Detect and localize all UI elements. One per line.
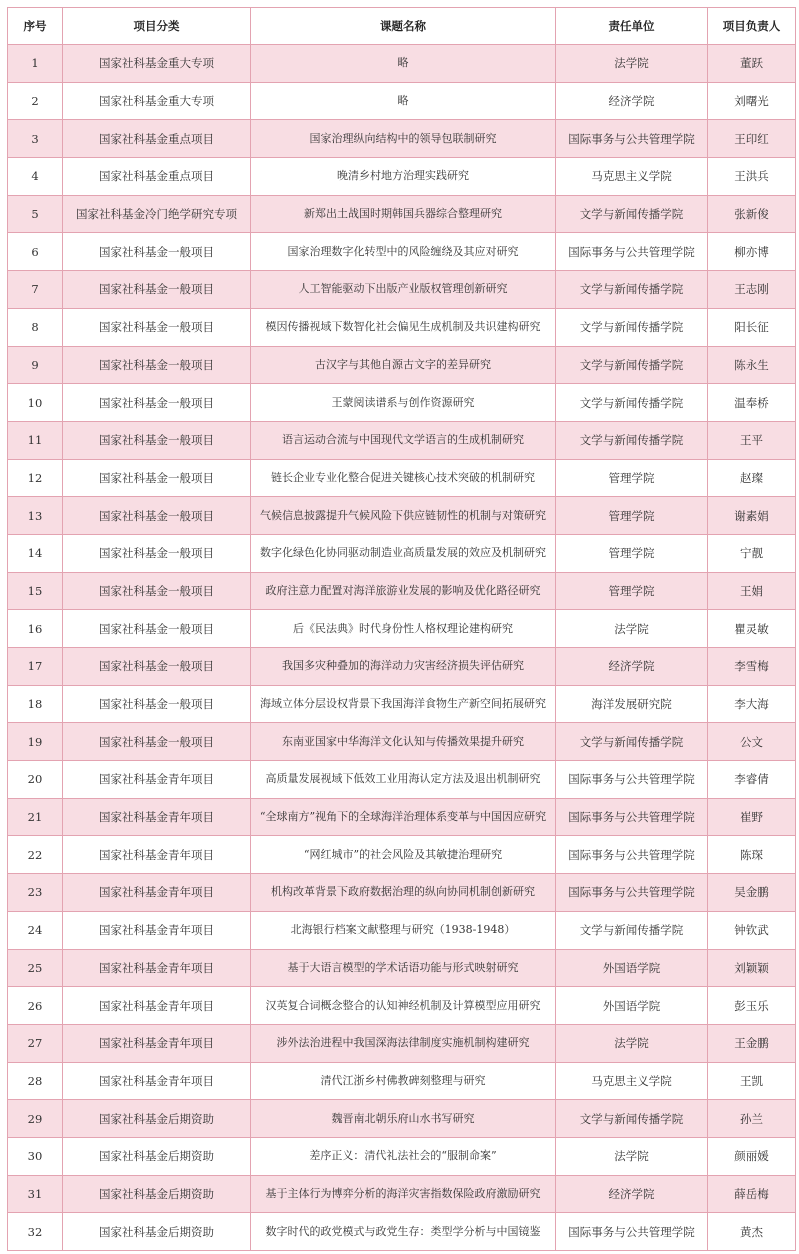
cell-serial-number: 9 xyxy=(8,346,63,384)
cell-responsible-unit: 马克思主义学院 xyxy=(556,158,708,196)
cell-topic-name: 新郑出土战国时期韩国兵器综合整理研究 xyxy=(251,195,556,233)
cell-topic-name: 模因传播视域下数智化社会偏见生成机制及共识建构研究 xyxy=(251,308,556,346)
table-row xyxy=(8,384,796,422)
cell-project-category: 国家社科基金一般项目 xyxy=(63,685,251,723)
cell-project-leader: 温奉桥 xyxy=(708,384,796,422)
cell-serial-number: 13 xyxy=(8,497,63,535)
cell-responsible-unit: 文学与新闻传播学院 xyxy=(556,308,708,346)
table-row xyxy=(8,798,796,836)
cell-serial-number: 14 xyxy=(8,534,63,572)
cell-project-leader: 刘颖颖 xyxy=(708,949,796,987)
cell-project-leader: 陈琛 xyxy=(708,836,796,874)
table-row xyxy=(8,271,796,309)
table-row xyxy=(8,761,796,799)
cell-serial-number: 32 xyxy=(8,1213,63,1251)
table-row xyxy=(8,308,796,346)
table-row xyxy=(8,987,796,1025)
cell-project-category: 国家社科基金一般项目 xyxy=(63,534,251,572)
cell-project-category: 国家社科基金青年项目 xyxy=(63,987,251,1025)
table-row xyxy=(8,836,796,874)
cell-serial-number: 27 xyxy=(8,1024,63,1062)
table-row xyxy=(8,421,796,459)
cell-serial-number: 5 xyxy=(8,195,63,233)
cell-project-leader: 颜丽媛 xyxy=(708,1137,796,1175)
cell-project-category: 国家社科基金一般项目 xyxy=(63,346,251,384)
cell-topic-name: 国家治理数字化转型中的风险缠绕及其应对研究 xyxy=(251,233,556,271)
cell-responsible-unit: 管理学院 xyxy=(556,534,708,572)
cell-project-category: 国家社科基金后期资助 xyxy=(63,1175,251,1213)
cell-responsible-unit: 文学与新闻传播学院 xyxy=(556,346,708,384)
cell-topic-name: 数字时代的政党模式与政党生存：类型学分析与中国镜鉴 xyxy=(251,1213,556,1251)
cell-responsible-unit: 国际事务与公共管理学院 xyxy=(556,1213,708,1251)
cell-project-leader: 公文 xyxy=(708,723,796,761)
cell-serial-number: 7 xyxy=(8,271,63,309)
cell-responsible-unit: 国际事务与公共管理学院 xyxy=(556,761,708,799)
cell-project-category: 国家社科基金一般项目 xyxy=(63,233,251,271)
table-row xyxy=(8,648,796,686)
cell-responsible-unit: 国际事务与公共管理学院 xyxy=(556,874,708,912)
cell-responsible-unit: 经济学院 xyxy=(556,82,708,120)
cell-project-leader: 赵璨 xyxy=(708,459,796,497)
cell-topic-name: 北海银行档案文献整理与研究（1938-1948） xyxy=(251,911,556,949)
cell-responsible-unit: 国际事务与公共管理学院 xyxy=(556,798,708,836)
cell-serial-number: 11 xyxy=(8,421,63,459)
cell-topic-name: 人工智能驱动下出版产业版权管理创新研究 xyxy=(251,271,556,309)
cell-project-leader: 宁靓 xyxy=(708,534,796,572)
cell-project-leader: 黄杰 xyxy=(708,1213,796,1251)
table-row xyxy=(8,534,796,572)
cell-responsible-unit: 文学与新闻传播学院 xyxy=(556,271,708,309)
cell-serial-number: 6 xyxy=(8,233,63,271)
table-body xyxy=(8,45,796,1251)
table-row xyxy=(8,45,796,83)
cell-responsible-unit: 文学与新闻传播学院 xyxy=(556,384,708,422)
table-row xyxy=(8,1100,796,1138)
cell-topic-name: 基于主体行为博弈分析的海洋灾害指数保险政府激励研究 xyxy=(251,1175,556,1213)
table-row xyxy=(8,497,796,535)
cell-project-category: 国家社科基金青年项目 xyxy=(63,836,251,874)
cell-serial-number: 16 xyxy=(8,610,63,648)
cell-topic-name: 链长企业专业化整合促进关键核心技术突破的机制研究 xyxy=(251,459,556,497)
cell-serial-number: 15 xyxy=(8,572,63,610)
cell-project-category: 国家社科基金青年项目 xyxy=(63,1024,251,1062)
cell-project-leader: 王洪兵 xyxy=(708,158,796,196)
table-row xyxy=(8,82,796,120)
cell-topic-name: 我国多灾种叠加的海洋动力灾害经济损失评估研究 xyxy=(251,648,556,686)
cell-project-leader: 李大海 xyxy=(708,685,796,723)
cell-responsible-unit: 国际事务与公共管理学院 xyxy=(556,836,708,874)
cell-responsible-unit: 文学与新闻传播学院 xyxy=(556,195,708,233)
cell-serial-number: 18 xyxy=(8,685,63,723)
header-project-leader: 项目负责人 xyxy=(708,8,796,45)
cell-project-category: 国家社科基金一般项目 xyxy=(63,572,251,610)
cell-serial-number: 12 xyxy=(8,459,63,497)
cell-responsible-unit: 经济学院 xyxy=(556,648,708,686)
cell-topic-name: 机构改革背景下政府数据治理的纵向协同机制创新研究 xyxy=(251,874,556,912)
cell-project-leader: 刘曙光 xyxy=(708,82,796,120)
cell-responsible-unit: 国际事务与公共管理学院 xyxy=(556,233,708,271)
table-row xyxy=(8,1175,796,1213)
table-row xyxy=(8,1213,796,1251)
cell-topic-name: 清代江浙乡村佛教碑刻整理与研究 xyxy=(251,1062,556,1100)
cell-serial-number: 30 xyxy=(8,1137,63,1175)
table-row xyxy=(8,572,796,610)
cell-serial-number: 25 xyxy=(8,949,63,987)
cell-topic-name: “网红城市”的社会风险及其敏捷治理研究 xyxy=(251,836,556,874)
table-row xyxy=(8,346,796,384)
header-project-category: 项目分类 xyxy=(63,8,251,45)
cell-topic-name: 略 xyxy=(251,82,556,120)
cell-serial-number: 26 xyxy=(8,987,63,1025)
cell-project-leader: 董跃 xyxy=(708,45,796,83)
table-row xyxy=(8,195,796,233)
cell-responsible-unit: 文学与新闻传播学院 xyxy=(556,421,708,459)
table-row xyxy=(8,874,796,912)
table-row xyxy=(8,120,796,158)
cell-project-category: 国家社科基金青年项目 xyxy=(63,949,251,987)
cell-responsible-unit: 法学院 xyxy=(556,610,708,648)
cell-project-leader: 李雪梅 xyxy=(708,648,796,686)
cell-project-category: 国家社科基金后期资助 xyxy=(63,1213,251,1251)
cell-responsible-unit: 外国语学院 xyxy=(556,949,708,987)
cell-project-category: 国家社科基金一般项目 xyxy=(63,271,251,309)
cell-project-category: 国家社科基金重点项目 xyxy=(63,120,251,158)
cell-serial-number: 20 xyxy=(8,761,63,799)
cell-serial-number: 3 xyxy=(8,120,63,158)
cell-topic-name: 高质量发展视域下低效工业用海认定方法及退出机制研究 xyxy=(251,761,556,799)
cell-serial-number: 17 xyxy=(8,648,63,686)
cell-topic-name: 晚清乡村地方治理实践研究 xyxy=(251,158,556,196)
cell-responsible-unit: 马克思主义学院 xyxy=(556,1062,708,1100)
cell-project-leader: 吴金鹏 xyxy=(708,874,796,912)
cell-project-category: 国家社科基金一般项目 xyxy=(63,384,251,422)
cell-project-category: 国家社科基金一般项目 xyxy=(63,610,251,648)
cell-topic-name: 东南亚国家中华海洋文化认知与传播效果提升研究 xyxy=(251,723,556,761)
cell-responsible-unit: 管理学院 xyxy=(556,497,708,535)
project-table xyxy=(7,7,796,1251)
cell-project-leader: 王金鹏 xyxy=(708,1024,796,1062)
table-row xyxy=(8,158,796,196)
cell-serial-number: 19 xyxy=(8,723,63,761)
cell-project-category: 国家社科基金后期资助 xyxy=(63,1100,251,1138)
cell-serial-number: 28 xyxy=(8,1062,63,1100)
cell-topic-name: 略 xyxy=(251,45,556,83)
cell-project-category: 国家社科基金重点项目 xyxy=(63,158,251,196)
cell-project-category: 国家社科基金重大专项 xyxy=(63,82,251,120)
table-header xyxy=(8,8,796,45)
cell-responsible-unit: 法学院 xyxy=(556,1024,708,1062)
table-row xyxy=(8,1137,796,1175)
cell-project-leader: 薛岳梅 xyxy=(708,1175,796,1213)
cell-topic-name: 数字化绿色化协同驱动制造业高质量发展的效应及机制研究 xyxy=(251,534,556,572)
cell-project-category: 国家社科基金一般项目 xyxy=(63,421,251,459)
header-serial-number: 序号 xyxy=(8,8,63,45)
cell-topic-name: 魏晋南北朝乐府山水书写研究 xyxy=(251,1100,556,1138)
cell-responsible-unit: 外国语学院 xyxy=(556,987,708,1025)
header-responsible-unit: 责任单位 xyxy=(556,8,708,45)
cell-serial-number: 31 xyxy=(8,1175,63,1213)
cell-project-category: 国家社科基金青年项目 xyxy=(63,1062,251,1100)
cell-project-leader: 彭玉乐 xyxy=(708,987,796,1025)
table-row xyxy=(8,459,796,497)
header-topic-name: 课题名称 xyxy=(251,8,556,45)
table-row xyxy=(8,949,796,987)
cell-project-category: 国家社科基金一般项目 xyxy=(63,497,251,535)
cell-serial-number: 29 xyxy=(8,1100,63,1138)
cell-project-category: 国家社科基金一般项目 xyxy=(63,648,251,686)
cell-project-leader: 王娟 xyxy=(708,572,796,610)
cell-topic-name: 气候信息披露提升气候风险下供应链韧性的机制与对策研究 xyxy=(251,497,556,535)
cell-topic-name: 汉英复合词概念整合的认知神经机制及计算模型应用研究 xyxy=(251,987,556,1025)
cell-project-leader: 瞿灵敏 xyxy=(708,610,796,648)
cell-topic-name: 古汉字与其他自源古文字的差异研究 xyxy=(251,346,556,384)
cell-project-category: 国家社科基金青年项目 xyxy=(63,874,251,912)
cell-project-leader: 王平 xyxy=(708,421,796,459)
cell-project-category: 国家社科基金青年项目 xyxy=(63,761,251,799)
header-row xyxy=(8,8,796,45)
cell-project-leader: 谢素娟 xyxy=(708,497,796,535)
cell-serial-number: 10 xyxy=(8,384,63,422)
cell-project-leader: 王印红 xyxy=(708,120,796,158)
cell-project-category: 国家社科基金青年项目 xyxy=(63,798,251,836)
cell-project-leader: 李睿倩 xyxy=(708,761,796,799)
cell-topic-name: 王蒙阅读谱系与创作资源研究 xyxy=(251,384,556,422)
cell-serial-number: 4 xyxy=(8,158,63,196)
cell-project-leader: 柳亦博 xyxy=(708,233,796,271)
cell-project-leader: 崔野 xyxy=(708,798,796,836)
table-row xyxy=(8,610,796,648)
cell-responsible-unit: 法学院 xyxy=(556,1137,708,1175)
cell-serial-number: 21 xyxy=(8,798,63,836)
cell-project-category: 国家社科基金青年项目 xyxy=(63,911,251,949)
table-row xyxy=(8,1062,796,1100)
cell-project-leader: 王志刚 xyxy=(708,271,796,309)
cell-topic-name: 语言运动合流与中国现代文学语言的生成机制研究 xyxy=(251,421,556,459)
cell-responsible-unit: 经济学院 xyxy=(556,1175,708,1213)
cell-topic-name: 海域立体分层设权背景下我国海洋食物生产新空间拓展研究 xyxy=(251,685,556,723)
table-row xyxy=(8,723,796,761)
cell-topic-name: 基于大语言模型的学术话语功能与形式映射研究 xyxy=(251,949,556,987)
cell-responsible-unit: 管理学院 xyxy=(556,459,708,497)
cell-serial-number: 22 xyxy=(8,836,63,874)
cell-responsible-unit: 国际事务与公共管理学院 xyxy=(556,120,708,158)
cell-topic-name: “全球南方”视角下的全球海洋治理体系变革与中国因应研究 xyxy=(251,798,556,836)
cell-topic-name: 后《民法典》时代身份性人格权理论建构研究 xyxy=(251,610,556,648)
cell-project-leader: 王凯 xyxy=(708,1062,796,1100)
cell-responsible-unit: 文学与新闻传播学院 xyxy=(556,723,708,761)
cell-responsible-unit: 文学与新闻传播学院 xyxy=(556,1100,708,1138)
cell-project-leader: 阳长征 xyxy=(708,308,796,346)
cell-project-leader: 陈永生 xyxy=(708,346,796,384)
cell-serial-number: 1 xyxy=(8,45,63,83)
cell-project-category: 国家社科基金一般项目 xyxy=(63,723,251,761)
cell-project-leader: 张新俊 xyxy=(708,195,796,233)
cell-topic-name: 政府注意力配置对海洋旅游业发展的影响及优化路径研究 xyxy=(251,572,556,610)
table-row xyxy=(8,233,796,271)
cell-serial-number: 23 xyxy=(8,874,63,912)
cell-project-category: 国家社科基金后期资助 xyxy=(63,1137,251,1175)
cell-responsible-unit: 管理学院 xyxy=(556,572,708,610)
cell-project-category: 国家社科基金冷门绝学研究专项 xyxy=(63,195,251,233)
table-row xyxy=(8,685,796,723)
cell-serial-number: 2 xyxy=(8,82,63,120)
cell-project-leader: 孙兰 xyxy=(708,1100,796,1138)
cell-project-category: 国家社科基金一般项目 xyxy=(63,308,251,346)
table-row xyxy=(8,911,796,949)
cell-topic-name: 涉外法治进程中我国深海法律制度实施机制构建研究 xyxy=(251,1024,556,1062)
cell-responsible-unit: 文学与新闻传播学院 xyxy=(556,911,708,949)
cell-responsible-unit: 法学院 xyxy=(556,45,708,83)
cell-project-category: 国家社科基金重大专项 xyxy=(63,45,251,83)
cell-serial-number: 8 xyxy=(8,308,63,346)
table-row xyxy=(8,1024,796,1062)
cell-serial-number: 24 xyxy=(8,911,63,949)
cell-topic-name: 国家治理纵向结构中的领导包联制研究 xyxy=(251,120,556,158)
cell-project-leader: 钟钦武 xyxy=(708,911,796,949)
cell-responsible-unit: 海洋发展研究院 xyxy=(556,685,708,723)
cell-project-category: 国家社科基金一般项目 xyxy=(63,459,251,497)
cell-topic-name: 差序正义：清代礼法社会的“服制命案” xyxy=(251,1137,556,1175)
